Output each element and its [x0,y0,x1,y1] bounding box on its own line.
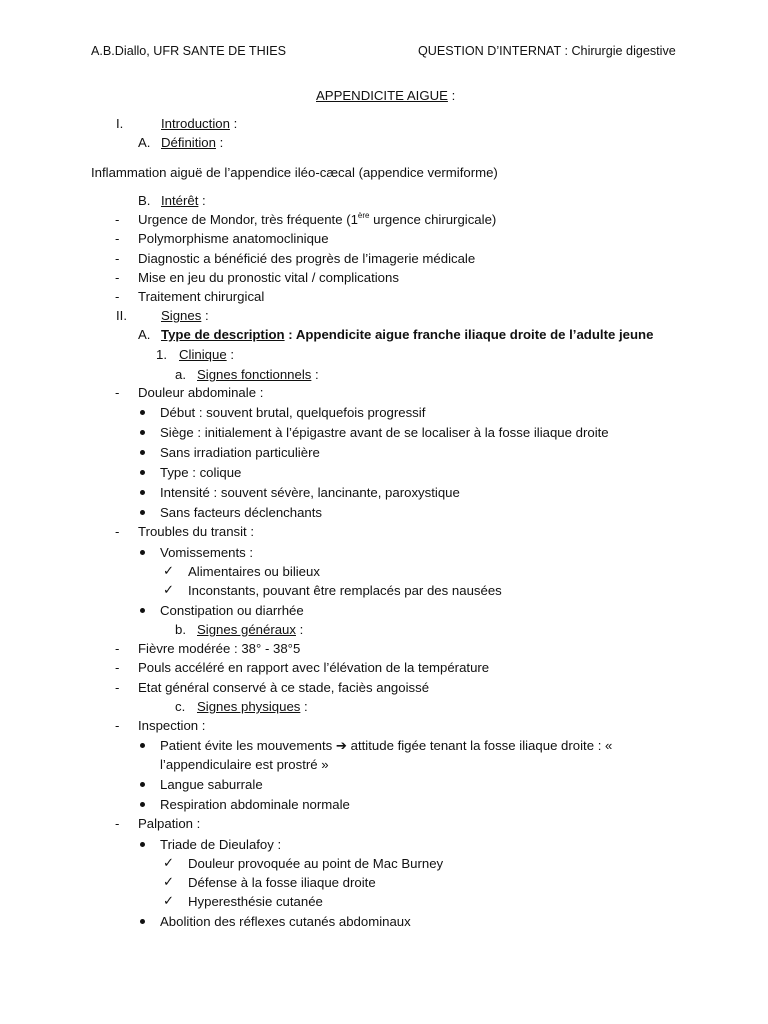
list-item: Constipation ou diarrhée [160,603,304,618]
list-item: Douleur provoquée au point de Mac Burney [188,856,444,871]
round-bullet [140,782,145,787]
dash-bullet: - [115,718,120,733]
round-bullet [140,802,145,807]
heading-suffix: : [311,367,319,382]
paragraph-letter-a: a. [175,367,186,382]
round-bullet [140,410,145,415]
list-item [138,211,496,229]
superscript: ère [357,210,370,220]
list-item: Type : colique [160,465,242,480]
title-text: APPENDICITE AIGUE [316,88,448,103]
list-item: Vomissements : [160,545,254,560]
section-numeral-1: I. [116,116,124,131]
round-bullet [140,919,145,924]
check-bullet: ✓ [163,874,175,889]
heading-text: Signes généraux [197,622,296,637]
heading-rest: : Appendicite aigue franche iliaque droite de l’adulte jeune [284,327,654,342]
check-bullet: ✓ [163,855,175,870]
check-bullet: ✓ [163,563,175,578]
paragraph-heading-signes-generaux [197,621,303,639]
list-item-continuation: l’appendiculaire est prostré » [160,757,329,772]
round-bullet [140,842,145,847]
subsection-heading-definition [161,134,223,152]
item-text: Urgence de Mondor, très fréquente (1 [138,212,358,227]
item-text: attitude figée tenant la fosse iliaque droite : « [346,738,613,753]
list-item: Polymorphisme anatomoclinique [138,231,329,246]
heading-suffix: : [229,116,238,131]
check-bullet: ✓ [163,582,175,597]
heading-text: Signes [161,308,202,323]
list-item: Défense à la fosse iliaque droite [188,875,376,890]
heading-text: Type de description [161,327,285,342]
heading-text: Définition [161,135,216,150]
list-item: Respiration abdominale normale [160,797,350,812]
subsection-heading-interet [161,192,206,210]
subsection-heading-type-description [161,326,653,344]
list-item: Hyperesthésie cutanée [188,894,323,909]
list-item: Langue saburrale [160,777,263,792]
list-item: Palpation : [138,816,201,831]
dash-bullet: - [115,680,120,695]
round-bullet [140,608,145,613]
list-item: Etat général conservé à ce stade, faciès angoissé [138,680,430,695]
list-item: Pouls accéléré en rapport avec l’élévation de la température [138,660,490,675]
heading-suffix: : [215,135,224,150]
item-text: urgence chirurgicale) [369,212,497,227]
item-text: Patient évite les mouvements [160,738,336,753]
header-left: A.B.Diallo, UFR SANTE DE THIES [91,44,287,58]
subsection-letter-a: A. [138,135,151,150]
round-bullet [140,510,145,515]
dash-bullet: - [115,270,120,285]
list-item: Traitement chirurgical [138,289,265,304]
round-bullet [140,550,145,555]
subsection-letter-a: A. [138,327,151,342]
list-item: Alimentaires ou bilieux [188,564,320,579]
list-item [160,737,612,755]
dash-bullet: - [115,524,120,539]
heading-text: Signes physiques [197,699,301,714]
subsubsection-heading-clinique [179,346,234,364]
definition-text: Inflammation aiguë de l’appendice iléo-cæcal (appendice vermiforme) [91,165,498,180]
round-bullet [140,470,145,475]
dash-bullet: - [115,641,120,656]
heading-text: Intérêt [161,193,199,208]
list-item: Mise en jeu du pronostic vital / complications [138,270,399,285]
heading-suffix: : [198,193,206,208]
section-heading-introduction [161,115,237,133]
round-bullet [140,450,145,455]
list-item: Triade de Dieulafoy : [160,837,282,852]
dash-bullet: - [115,251,120,266]
list-item: Sans facteurs déclenchants [160,505,323,520]
list-item: Troubles du transit : [138,524,255,539]
heading-text: Signes fonctionnels [197,367,312,382]
dash-bullet: - [115,231,120,246]
paragraph-heading-signes-physiques [197,698,308,716]
list-item: Douleur abdominale : [138,385,264,400]
section-numeral-2: II. [116,308,127,323]
list-item: Diagnostic a bénéficié des progrès de l’imagerie médicale [138,251,476,266]
list-item: Intensité : souvent sévère, lancinante, paroxystique [160,485,460,500]
list-item: Siège : initialement à l’épigastre avant de se localiser à la fosse iliaque droite [160,425,609,440]
dash-bullet: - [115,385,120,400]
paragraph-letter-c: c. [175,699,186,714]
list-item: Début : souvent brutal, quelquefois progressif [160,405,426,420]
heading-text: Clinique [179,347,227,362]
round-bullet [140,430,145,435]
list-item: Abolition des réflexes cutanés abdominaux [160,914,411,929]
document-title [316,87,455,105]
list-item: Inconstants, pouvant être remplacés par des nausées [188,583,502,598]
list-item: Sans irradiation particulière [160,445,320,460]
heading-suffix: : [300,699,308,714]
dash-bullet: - [115,660,120,675]
round-bullet [140,743,145,748]
title-suffix: : [447,88,456,103]
list-item: Inspection : [138,718,206,733]
dash-bullet: - [115,816,120,831]
header-right: QUESTION D’INTERNAT : Chirurgie digestive [418,44,676,58]
dash-bullet: - [115,289,120,304]
list-item: Fièvre modérée : 38° - 38°5 [138,641,301,656]
heading-suffix: : [226,347,234,362]
right-arrow-icon: ➔ [335,738,347,753]
check-bullet: ✓ [163,893,175,908]
heading-text: Introduction [161,116,230,131]
subsection-letter-b: B. [138,193,151,208]
subsubsection-number-1: 1. [156,347,167,362]
heading-suffix: : [295,622,304,637]
section-heading-signes [161,307,209,325]
heading-suffix: : [201,308,209,323]
round-bullet [140,490,145,495]
paragraph-letter-b: b. [175,622,186,637]
dash-bullet: - [115,212,120,227]
paragraph-heading-signes-fonctionnels [197,366,319,384]
